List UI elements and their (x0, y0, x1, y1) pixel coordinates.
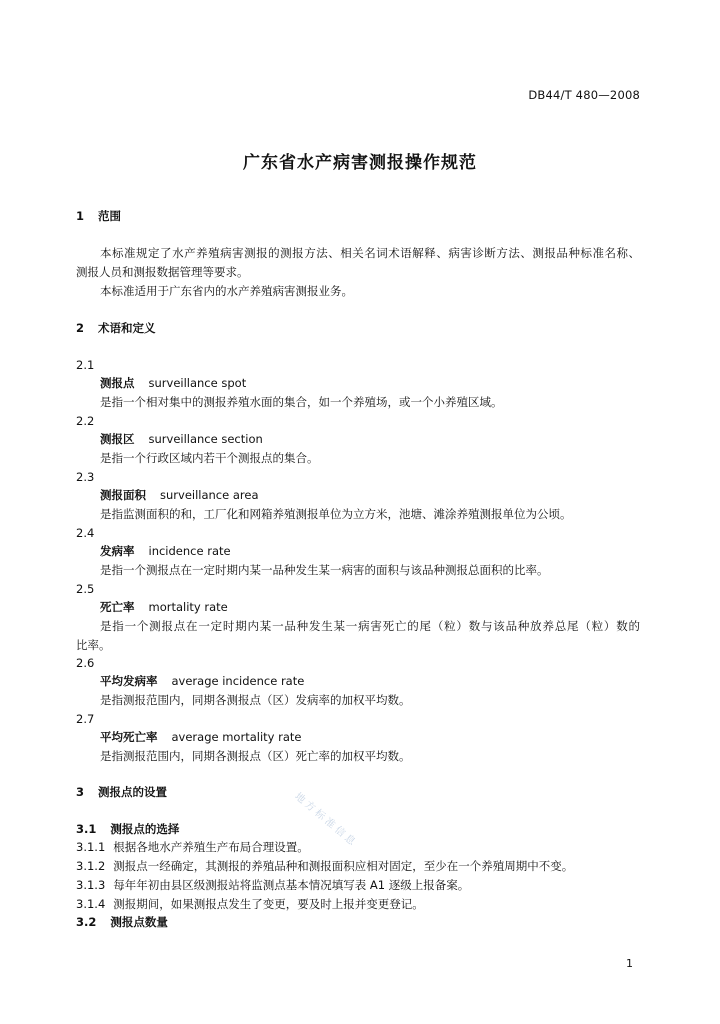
section-number: 3 (76, 785, 85, 799)
term-zh: 平均死亡率 (100, 730, 158, 744)
term-zh: 平均发病率 (100, 674, 158, 688)
term-en: surveillance area (160, 488, 259, 502)
section-title: 术语和定义 (98, 321, 156, 335)
term-number: 2.1 (76, 358, 95, 372)
subsection-title: 测报点数量 (110, 915, 168, 929)
watermark: 地方标准信息 (292, 791, 360, 850)
clause-number: 3.1.2 (76, 859, 106, 873)
clause-line (76, 858, 573, 874)
section-number: 2 (76, 321, 85, 335)
section-number: 1 (76, 209, 85, 223)
term-number: 2.4 (76, 526, 95, 540)
term-en: surveillance section (148, 432, 263, 446)
subsection-title: 测报点的选择 (110, 822, 180, 836)
term-definition: 是指一个测报点在一定时期内某一品种发生某一病害死亡的尾（粒）数与该品种放养总尾（粒）数的 (100, 619, 640, 633)
term-zh: 测报点 (100, 376, 135, 390)
term-name (100, 431, 263, 447)
term-definition: 是指测报范围内，同期各测报点（区）死亡率的加权平均数。 (100, 749, 411, 763)
term-en: incidence rate (148, 544, 231, 558)
clause-number: 3.1.4 (76, 897, 106, 911)
term-zh: 测报面积 (100, 488, 146, 502)
term-name (100, 673, 304, 689)
term-zh: 测报区 (100, 432, 135, 446)
section-title: 范围 (98, 209, 122, 223)
term-name (100, 487, 259, 503)
term-definition: 是指监测面积的和，工厂化和网箱养殖测报单位为立方米，池塘、滩涂养殖测报单位为公顷。 (100, 507, 572, 521)
clause-text: 根据各地水产养殖生产布局合理设置。 (113, 840, 309, 854)
page-number: 1 (626, 957, 633, 970)
clause-line (76, 877, 469, 893)
clause-text: 测报点一经确定，其测报的养殖品种和测报面积应相对固定，至少在一个养殖周期中不变。 (113, 859, 574, 873)
paragraph-line: 本标准适用于广东省内的水产养殖病害测报业务。 (100, 284, 353, 298)
term-en: mortality rate (148, 600, 228, 614)
term-definition: 是指一个相对集中的测报养殖水面的集合，如一个养殖场，或一个小养殖区域。 (100, 395, 503, 409)
subsection-heading (76, 914, 168, 930)
clause-text: 每年年初由县区级测报站将监测点基本情况填写表 A1 逐级上报备案。 (113, 878, 470, 892)
paragraph-line: 测报人员和测报数据管理等要求。 (76, 265, 249, 279)
term-number: 2.3 (76, 470, 95, 484)
term-en: surveillance spot (148, 376, 247, 390)
standard-code: DB44/T 480—2008 (528, 88, 640, 102)
term-name (100, 375, 246, 391)
section-3-heading (76, 784, 167, 800)
term-en: average mortality rate (171, 730, 302, 744)
subsection-number: 3.1 (76, 822, 97, 836)
clause-number: 3.1.1 (76, 840, 106, 854)
term-definition: 是指测报范围内，同期各测报点（区）发病率的加权平均数。 (100, 693, 411, 707)
clause-text: 测报期间，如果测报点发生了变更，要及时上报并变更登记。 (113, 897, 424, 911)
term-name (100, 599, 228, 615)
section-1-heading (76, 208, 121, 224)
term-number: 2.6 (76, 656, 95, 670)
paragraph-line: 本标准规定了水产养殖病害测报的测报方法、相关名词术语解释、病害诊断方法、测报品种标准名称、 (100, 246, 640, 260)
subsection-heading (76, 821, 179, 837)
term-definition: 是指一个行政区域内若干个测报点的集合。 (100, 451, 319, 465)
subsection-number: 3.2 (76, 915, 97, 929)
document-title: 广东省水产病害测报操作规范 (243, 153, 477, 173)
clause-line (76, 839, 309, 855)
term-number: 2.5 (76, 582, 95, 596)
clause-line (76, 896, 424, 912)
term-zh: 发病率 (100, 544, 135, 558)
term-definition: 是指一个测报点在一定时期内某一品种发生某一病害的面积与该品种测报总面积的比率。 (100, 563, 549, 577)
term-number: 2.7 (76, 712, 95, 726)
term-name (100, 543, 231, 559)
term-definition-continued: 比率。 (76, 638, 111, 652)
section-2-heading (76, 320, 156, 336)
term-name (100, 729, 301, 745)
term-number: 2.2 (76, 414, 95, 428)
term-en: average incidence rate (171, 674, 305, 688)
clause-number: 3.1.3 (76, 878, 106, 892)
section-title: 测报点的设置 (98, 785, 168, 799)
term-zh: 死亡率 (100, 600, 135, 614)
